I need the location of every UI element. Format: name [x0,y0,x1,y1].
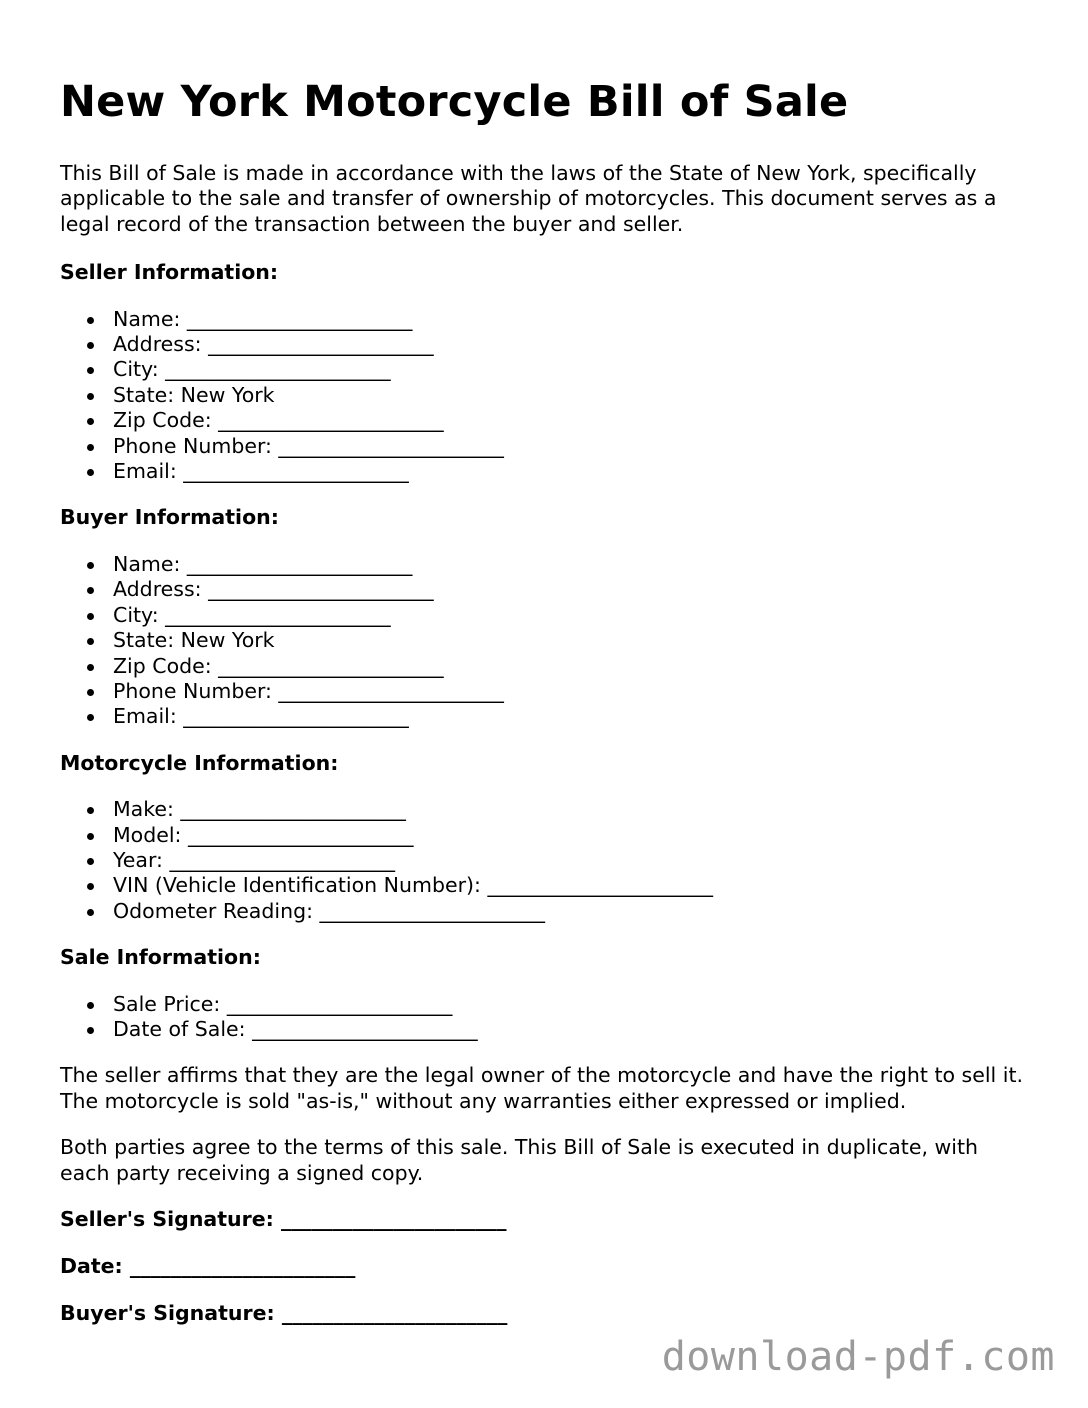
seller-state-field: State: New York [113,383,1025,408]
seller-email-field: Email: ______________________ [113,459,1025,484]
sale-section-heading: Sale Information: [60,945,261,970]
buyer-address-field: Address: ______________________ [113,577,1025,602]
buyer-name-field: Name: ______________________ [113,552,1025,577]
motorcycle-info-list [60,797,1025,924]
buyer-city-field: City: ______________________ [113,603,1025,628]
sale-date-field: Date of Sale: ______________________ [113,1017,1025,1042]
document-page [60,76,1025,1348]
motorcycle-odometer-field: Odometer Reading: ______________________ [113,899,1025,924]
seller-info-list [60,307,1025,485]
seller-city-field: City: ______________________ [113,357,1025,382]
buyer-phone-field: Phone Number: ______________________ [113,679,1025,704]
document-title: New York Motorcycle Bill of Sale [60,77,849,127]
seller-zip-field: Zip Code: ______________________ [113,408,1025,433]
buyer-info-list [60,552,1025,730]
intro-paragraph: This Bill of Sale is made in accordance with the laws of the State of New York, specifically applicable to the sale and transfer of ownership of motorcycles. This document serves as a legal record of the transaction between the buyer and seller. [60,161,997,236]
buyer-signature-line: Buyer's Signature: ______________________ [60,1300,508,1325]
seller-phone-field: Phone Number: ______________________ [113,434,1025,459]
buyer-zip-field: Zip Code: ______________________ [113,654,1025,679]
buyer-section-heading: Buyer Information: [60,505,279,530]
watermark-text: download-pdf.com [661,1334,1055,1380]
agreement-paragraph: Both parties agree to the terms of this sale. This Bill of Sale is executed in duplicate, with each party receiving a signed copy. [60,1135,978,1185]
affirmation-paragraph: The seller affirms that they are the legal owner of the motorcycle and have the right to sell it. The motorcycle is sold "as-is," without any warranties either expressed or implied. [60,1063,1024,1113]
motorcycle-make-field: Make: ______________________ [113,797,1025,822]
motorcycle-model-field: Model: ______________________ [113,823,1025,848]
buyer-email-field: Email: ______________________ [113,704,1025,729]
sale-price-field: Sale Price: ______________________ [113,992,1025,1017]
seller-signature-line: Seller's Signature: ______________________ [60,1207,507,1231]
motorcycle-year-field: Year: ______________________ [113,848,1025,873]
buyer-state-field: State: New York [113,628,1025,653]
seller-address-field: Address: ______________________ [113,332,1025,357]
date-line: Date: ______________________ [60,1253,356,1278]
motorcycle-section-heading: Motorcycle Information: [60,750,339,775]
seller-name-field: Name: ______________________ [113,307,1025,332]
motorcycle-vin-field: VIN (Vehicle Identification Number): ______________________ [113,873,1025,898]
sale-info-list [60,992,1025,1043]
seller-section-heading: Seller Information: [60,260,279,285]
